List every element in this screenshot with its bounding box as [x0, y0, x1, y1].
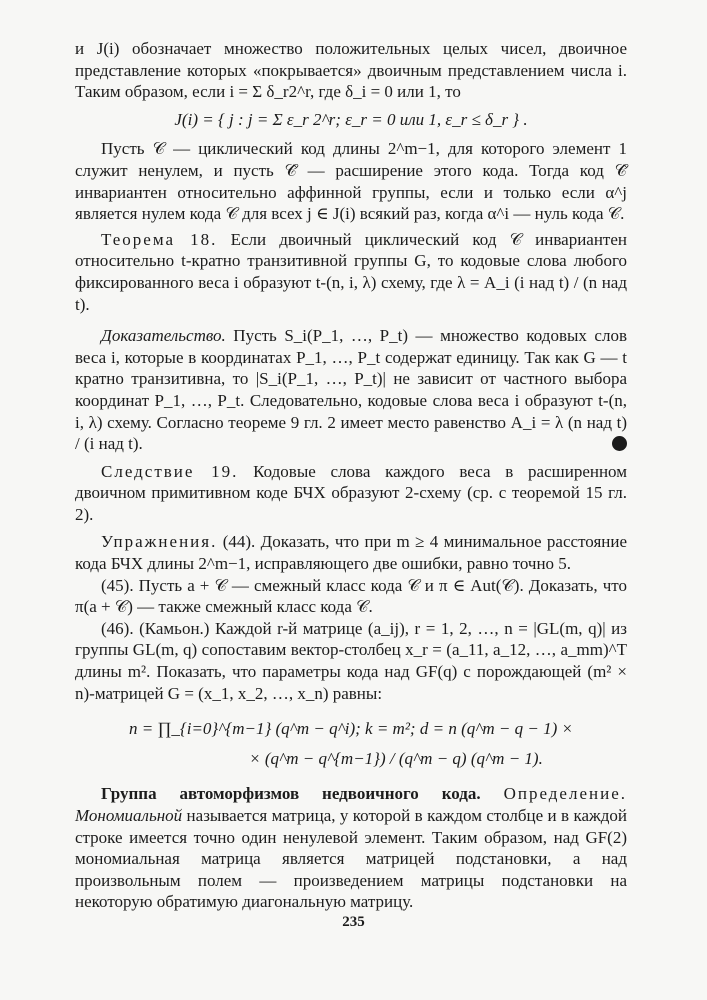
equation-params-line1: n = ∏_{i=0}^{m−1} (q^m − q^i); k = m²; d = n (q^m − q − 1) ×: [128, 719, 574, 739]
proof-body: Пусть S_i(P_1, …, P_t) — множество кодовых слов веса i, которые в координатах P_1, …, P_t содержат единицу. Так как G — t кратно транзитивна, то |S_i(P_1, …, P_t)| не зависит от частного выбора координат P_1, …, P_t. Следовательно, кодовые слова веса i образуют t-(n, i, λ) схему. Согласно теореме 9 гл. 2 имеет место равенство A_i = λ (n над t) / (i над t).: [75, 326, 627, 454]
definition-body: называется матрица, у которой в каждом столбце и в каждой строке имеется точно один ненулевой элемент. Таким образом, над GF(2) мономиальная матрица является матрицей подстановки, а над произвольным полем — произведением матрицы подстановки на некоторую обратимую диагональную матрицу.: [75, 806, 627, 912]
theorem-18: [75, 229, 627, 315]
corollary-body: Кодовые слова каждого веса в расширенном двоичном примитивном коде БЧХ образуют 2-схему (ср. с теоремой 15 гл. 2).: [75, 461, 627, 524]
exercise-46: (46). (Камьон.) Каждой r-й матрице (a_ij), r = 1, 2, …, n = |GL(m, q)| из группы GL(m, q) сопоставим вектор-столбец x_r = (a_11, a_12, …, a_mm)^T длины m². Показать, что параметры кода над GF(q) с порождающей (m² × n)-матрицей G = (x_1, x_2, …, x_n) равны:: [75, 618, 627, 703]
exercise-44: [75, 531, 627, 574]
theorem-heading: Теорема 18.: [101, 229, 218, 249]
proof-heading: Доказательство.: [101, 326, 226, 346]
proof: [75, 325, 627, 455]
paragraph-cyclic-code: Пусть 𝒞 — циклический код длины 2^m−1, для которого элемент 1 служит ненулем, и пусть 𝒞̂ — расширение этого кода. Тогда код 𝒞̂ инвариантен относительно аффинной группы, если и только если α^j является нулем кода 𝒞 для всех j ∈ J(i) всякий раз, когда α^i — нуль кода 𝒞.: [75, 139, 627, 224]
corollary-heading: Следствие 19.: [101, 461, 239, 481]
paragraph-intro: и J(i) обозначает множество положительных целых чисел, двоичное представление которых «покрывается» двоичным представлением числа i. Таким образом, если i = Σ δ_r2^r, где δ_i = 0 или 1, то: [75, 39, 627, 102]
text-column: [75, 38, 627, 913]
exercises-heading: Упражнения.: [101, 532, 218, 552]
page-number: 235: [342, 914, 365, 930]
equation-J: J(i) = { j : j = Σ ε_r 2^r; ε_r = 0 или 1, ε_r ≤ δ_r } .: [174, 109, 528, 129]
definition-heading: Определение.: [503, 784, 627, 804]
theorem-body: Если двоичный циклический код 𝒞 инвариантен относительно t-кратно транзитивной группы G, то кодовые слова любого фиксированного веса i образуют t-(n, i, λ) схему, где λ = A_i (i над t) / (n над t).: [75, 229, 628, 314]
exercise-44-body: (44). Доказать, что при m ≥ 4 минимальное расстояние кода БЧХ длины 2^m−1, исправляющего две ошибки, равно точно 5.: [75, 532, 628, 574]
corollary-19: [75, 461, 627, 526]
equation-params-line2: × (q^m − q^{m−1}) / (q^m − q) (q^m − 1).: [249, 748, 543, 768]
definition-term: Мономиальной: [75, 806, 183, 825]
exercise-45: (45). Пусть a + 𝒞 — смежный класс кода 𝒞 и π ∈ Aut(𝒞). Доказать, что π(a + 𝒞) — также смежный класс кода 𝒞.: [75, 575, 627, 617]
end-of-proof-icon: [612, 436, 627, 451]
section-monomial: [75, 783, 627, 913]
section-heading: Группа автоморфизмов недвоичного кода.: [101, 784, 481, 804]
